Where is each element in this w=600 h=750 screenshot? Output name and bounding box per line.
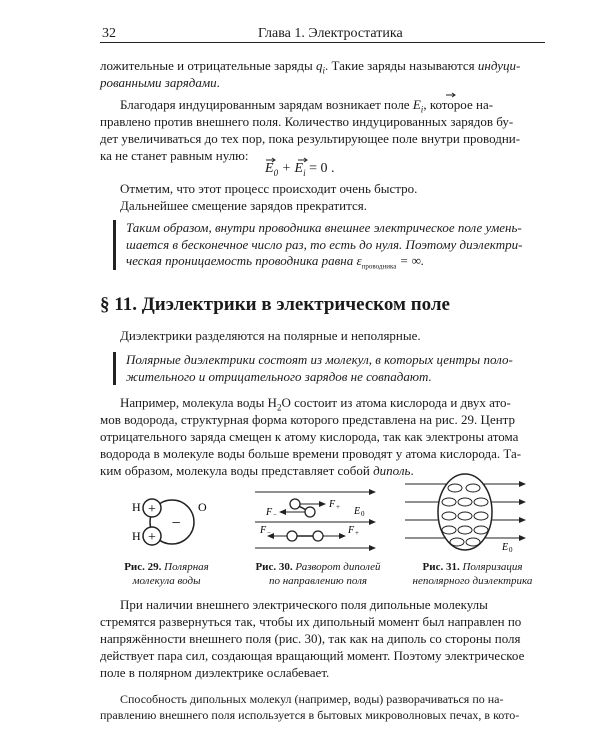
label-f-plus: F	[329, 499, 336, 510]
callout-polar-definition: Полярные диэлектрики состоят из молекул, в которых центры поло- жительного и отрицательного зарядов не совпадают.	[113, 352, 558, 385]
dipole-plus-aligned	[313, 531, 323, 541]
paragraph-dipole-line2: стремятся развернуться так, чтобы их дипольный момент был направлен по	[100, 614, 522, 629]
figure-nonpolar-polarization	[405, 472, 535, 557]
paragraph-dipole-line3: напряжённости внешнего поля (рис. 30), так как на диполь со стороны поля	[100, 631, 521, 646]
page-number: 32	[102, 26, 116, 41]
label-e0-sub: 0	[361, 510, 365, 518]
label-f-minus-sub-2: −	[267, 529, 271, 537]
label-e0-sub: 0	[509, 546, 513, 554]
paragraph-water-line1: Например, молекула воды $H_2O$ состоит из атома кислорода и двух ато-	[120, 395, 511, 413]
figure-water-molecule	[110, 490, 220, 560]
paragraph-induced-charges-line2: рованными зарядами.	[100, 75, 220, 90]
paragraph-water-line5: ким образом, молекула воды представляет собой диполь.	[100, 463, 414, 478]
caption-fig29: Рис. 29. Полярная молекула воды	[124, 561, 209, 587]
caption-fig31: Рис. 31. Поляризация неполярного диэлектрика	[412, 561, 533, 587]
paragraph-field-line2: правлено против внешнего поля. Количество индуцированных зарядов бу-	[100, 114, 514, 129]
paragraph-microwave-line1: Способность дипольных молекул (например, воды) разворачиваться по на-	[120, 692, 504, 706]
paragraph-water-line4: водорода в молекуле воды больше времени проводят у атома кислорода. Та-	[100, 446, 522, 461]
label-f-minus: F	[266, 507, 273, 518]
dipole-minus-aligned	[287, 531, 297, 541]
paragraph-field-line1: Благодаря индуцированным зарядам возникает поле $E_i$, которое на-	[120, 97, 494, 115]
formula-zero-field: $E_0 + E_i = 0$ .	[265, 161, 335, 178]
paragraph-note-fast: Отметим, что этот процесс происходит очень быстро.	[120, 181, 418, 196]
label-f-minus-sub: −	[273, 511, 277, 519]
label-o: O	[198, 500, 207, 514]
paragraph-water-line3: отрицательного заряда смещен к атому кислорода, так как электроны атома	[100, 429, 519, 444]
paragraph-microwave-line2: правлению внешнего поля используется в бытовых микроволновых печах, в кото-	[100, 708, 520, 722]
running-title: Глава 1. Электростатика	[258, 26, 403, 41]
paragraph-field-line3: дет увеличиваться до тех пор, пока результирующее поле внутри проводни-	[100, 131, 521, 146]
page-header	[100, 22, 545, 43]
paragraph-note-stop: Дальнейшее смещение зарядов прекратится.	[120, 198, 367, 213]
dipole-plus	[290, 499, 300, 509]
label-f-minus-2: F	[260, 525, 267, 536]
dipole-minus	[305, 507, 315, 517]
label-e0: E	[354, 506, 361, 517]
minus-sign: −	[171, 515, 181, 532]
label-h2: H	[132, 529, 141, 543]
paragraph-dipole-line4: действует пара сил, создающая вращающий момент. Поэтому электрическое	[100, 648, 525, 663]
label-f-plus-2: F	[348, 525, 355, 536]
paragraph-dielectric-types: Диэлектрики разделяются на полярные и неполярные.	[120, 328, 421, 343]
label-e0: E	[502, 542, 509, 553]
callout-conductor-permittivity: Таким образом, внутри проводника внешнее электрическое поле умень- шается в бесконечное число раз, то есть до нуля. Поэтому диэлектри- ческая проницаемость проводника равна $\varepsilon_{проводника}$ = ∞.	[113, 220, 558, 270]
label-h1: H	[132, 500, 141, 514]
plus-sign-top: +	[148, 502, 156, 517]
paragraph-field-line4: ка не станет равным нулю:	[100, 148, 249, 163]
label-f-plus-sub-2: +	[355, 529, 359, 537]
section-heading: § 11. Диэлектрики в электрическом поле	[100, 294, 450, 315]
paragraph-dipole-line5: поле в полярном диэлектрике ослабевает.	[100, 665, 330, 680]
label-f-plus-sub: +	[336, 503, 340, 511]
paragraph-dipole-line1: При наличии внешнего электрического поля дипольные молекулы	[120, 597, 488, 612]
caption-fig30: Рис. 30. Разворот диполей по направлению поля	[255, 561, 381, 587]
paragraph-induced-charges: ложительные и отрицательные заряды $q_i$. Такие заряды называются индуци-	[100, 58, 521, 76]
plus-sign-bottom: +	[148, 530, 156, 545]
figure-dipole-rotation	[250, 484, 380, 564]
paragraph-water-line2: мов водорода, структурная форма которого представлена на рис. 29. Центр	[100, 412, 516, 427]
